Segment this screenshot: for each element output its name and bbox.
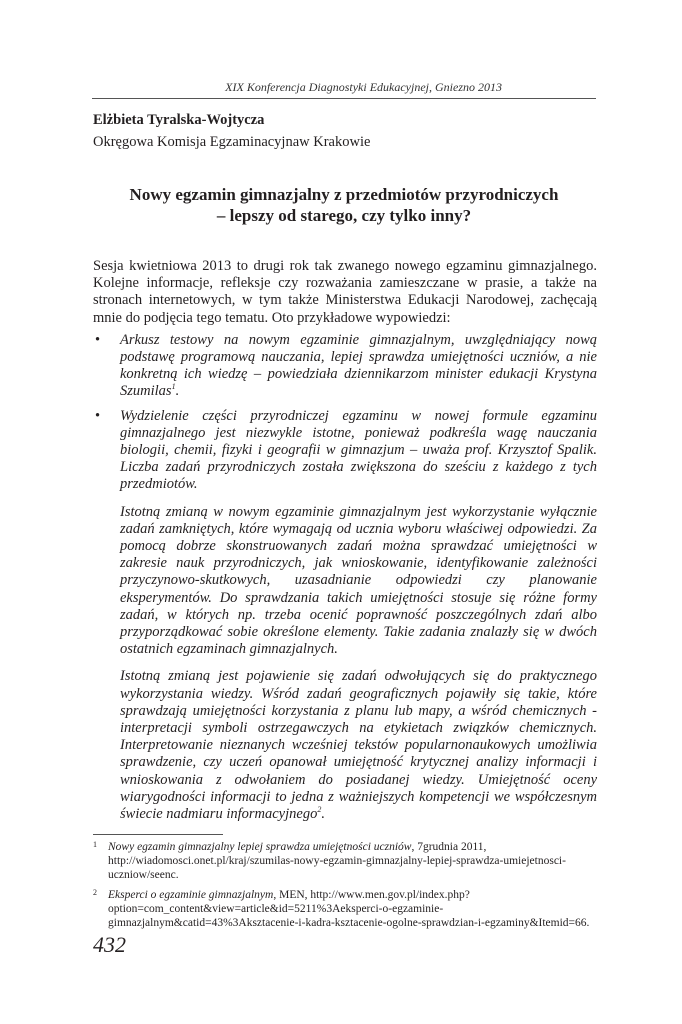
quote-4-end: . — [321, 806, 325, 823]
footnote-2-title: Eksperci o egzaminie gimnazjalnym — [108, 889, 274, 901]
bullet-icon: • — [95, 407, 101, 424]
quote-1-end: . — [175, 383, 180, 400]
footnote-2-number: 2 — [93, 888, 97, 897]
list-item — [93, 332, 597, 401]
quote-paragraph-3: Istotną zmianą w nowym egzaminie gimnazjalnym jest wykorzystanie wyłącznie zadań zamkniętych, które wymagają od ucznia wyboru właściwej odpowiedzi. Za pomocą dobrze skonstruowanych zadań można sprawdzać umiejętności w zakresie nauk przyrodniczych, jak wnioskowanie, identyfikowanie zależności przyczynowo-skutkowych, uzasadnianie odpowiedzi czy planowanie eksperymentów. Do sprawdzania takich umiejętności stosuje się różne formy zadań, w których np. trzeba ocenić poprawność poszczególnych zdań albo przyporządkować sobie określone elementy. Takie zadania znalazły się w dwóch ostatnich egzaminach gimnazjalnych. — [120, 503, 597, 658]
footnote-ref-2[interactable]: 2 — [317, 805, 322, 815]
page-number: 432 — [93, 932, 126, 957]
footnote-2 — [93, 888, 597, 930]
author-affiliation: Okręgowa Komisja Egzaminacyjnaw Krakowie — [93, 134, 371, 150]
footnote-1-number: 1 — [93, 840, 97, 849]
footnote-1-source[interactable]: , 7grudnia 2011, http://wiadomosci.onet.pl/kraj/szumilas-nowy-egzamin-gimnazjalny-lepiej-sprawdza-umiejetnosci-uczniow/seenc. — [108, 841, 566, 881]
footnote-1-title: Nowy egzamin gimnazjalny lepiej sprawdza umiejętności uczniów — [108, 841, 412, 853]
footnotes — [93, 840, 597, 936]
bullet-icon: • — [95, 331, 101, 348]
quote-2-text: Wydzielenie części przyrodniczej egzaminu w nowej formule egzaminu gimnazjalnego jest niezwykle istotne, ponieważ podkreśla wagę nauczania biologii, chemii, fizyki i geografii w gimnazjum – uważa prof. Krzysztof Spalik. Liczba zadań przyrodniczych została zwiększona do sześciu z każdego z tych przedmiotów. — [120, 407, 597, 493]
quote-paragraph-4 — [120, 668, 597, 823]
footnote-2-source[interactable]: , MEN, http://www.men.gov.pl/index.php?option=com_content&view=article&id=5211%3Aeksperci-o-egzaminie-gimnazjalnym&catid=43%3Aksztacenie-i-kadra-ksztacenie-ogolne-sprawdzian-i-egzaminy&Itemid=66. — [108, 889, 590, 929]
running-header: XIX Konferencja Diagnostyki Edukacyjnej, Gniezno 2013 — [225, 80, 502, 94]
article-body — [93, 258, 597, 823]
article-title-line-2: – lepszy od starego, czy tylko inny? — [216, 206, 472, 225]
quote-1-text: Arkusz testowy na nowym egzaminie gimnazjalnym, uwzględniający nową podstawę programową nauczania, lepiej sprawdza umiejętności uczniów, a nie konkretną ich wiedzę – powiedziała dziennikarzom minister edukacji Krystyna Szumilas — [120, 331, 597, 400]
article-title-line-1: Nowy egzamin gimnazjalny z przedmiotów przyrodniczych — [129, 185, 559, 204]
header-divider — [92, 98, 596, 99]
quote-4-text: Istotną zmianą jest pojawienie się zadań odwołujących się do praktycznego wykorzystania wiedzy. Wśród zadań geograficznych pojawiły się takie, które sprawdzają umiejętności korzystania z planu lub mapy, a wśród chemicznych - interpretacji symboli ostrzegawczych na etykietach związków chemicznych. Interpretowanie nieznanych wcześniej tekstów popularnonaukowych umożliwia sprawdzenie, czy uczeń opanował umiejętność krytycznej analizy informacji i wnioskowania z odwołaniem do posiadanej wiedzy. Umiejętność oceny wiarygodności informacji to jedna z ważniejszych kompetencji we współczesnym świecie nadmiaru informacyjnego — [120, 668, 597, 823]
list-item — [93, 408, 597, 494]
footnote-1 — [93, 840, 597, 882]
quote-list — [93, 332, 597, 494]
article-title — [92, 184, 596, 226]
footnote-divider — [93, 834, 223, 835]
intro-paragraph: Sesja kwietniowa 2013 to drugi rok tak zwanego nowego egzaminu gimnazjalnego. Kolejne informacje, refleksje czy rozważania zamieszczane w prasie, a także na stronach internetowych, w tym także Ministerstwa Edukacji Narodowej, zachęcają mnie do podjęcia tego tematu. Oto przykładowe wypowiedzi: — [93, 258, 597, 326]
footnote-ref-1[interactable]: 1 — [171, 382, 176, 392]
author-name: Elżbieta Tyralska-Wojtycza — [93, 112, 265, 128]
